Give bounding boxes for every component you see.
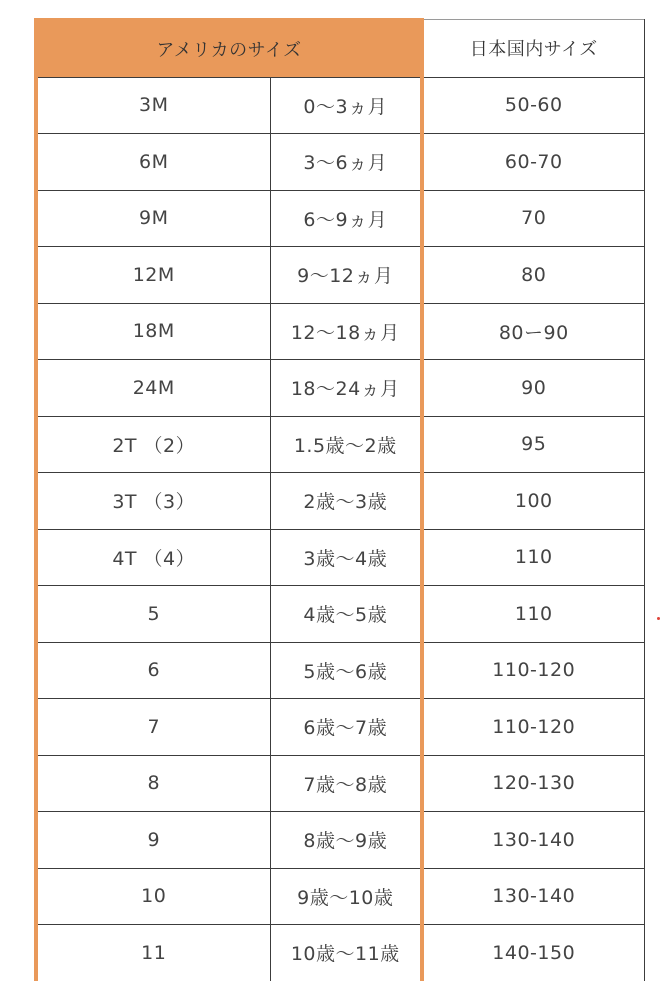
age-range-cell: 3歳〜4歳 (270, 529, 422, 586)
us-size-cell: 3M (36, 77, 270, 134)
us-size-cell: 24M (36, 360, 270, 417)
table-row (36, 586, 644, 643)
table-row (36, 134, 644, 191)
jp-size-cell: 50-60 (422, 77, 644, 134)
size-conversion-table (34, 18, 645, 981)
us-size-cell: 12M (36, 247, 270, 304)
jp-size-cell: 110 (422, 529, 644, 586)
age-range-cell: 5歳〜6歳 (270, 642, 422, 699)
age-range-cell: 8歳〜9歳 (270, 812, 422, 869)
jp-size-cell: 140-150 (422, 925, 644, 981)
us-size-cell: 9M (36, 190, 270, 247)
jp-size-cell: 110 (422, 586, 644, 643)
us-size-cell: 10 (36, 868, 270, 925)
age-range-cell: 3〜6ヵ月 (270, 134, 422, 191)
age-range-cell: 10歳〜11歳 (270, 925, 422, 981)
jp-size-cell: 95 (422, 416, 644, 473)
us-size-cell: 4T （4） (36, 529, 270, 586)
table-row (36, 360, 644, 417)
jp-size-header: 日本国内サイズ (422, 20, 644, 78)
age-range-cell: 12〜18ヵ月 (270, 303, 422, 360)
table-row (36, 812, 644, 869)
age-range-cell: 2歳〜3歳 (270, 473, 422, 530)
stray-dot-mark (657, 617, 660, 620)
header-row (36, 20, 644, 78)
age-range-cell: 9〜12ヵ月 (270, 247, 422, 304)
us-size-cell: 11 (36, 925, 270, 981)
jp-size-cell: 90 (422, 360, 644, 417)
table-row (36, 868, 644, 925)
table-row (36, 699, 644, 756)
table-row (36, 416, 644, 473)
age-range-cell: 6〜9ヵ月 (270, 190, 422, 247)
table-row (36, 190, 644, 247)
jp-size-cell: 130-140 (422, 868, 644, 925)
table-row (36, 642, 644, 699)
us-size-cell: 6M (36, 134, 270, 191)
table-row (36, 247, 644, 304)
age-range-cell: 18〜24ヵ月 (270, 360, 422, 417)
us-size-cell: 3T （3） (36, 473, 270, 530)
us-size-cell: 8 (36, 755, 270, 812)
us-size-cell: 9 (36, 812, 270, 869)
table-row (36, 303, 644, 360)
us-size-cell: 18M (36, 303, 270, 360)
age-range-cell: 4歳〜5歳 (270, 586, 422, 643)
table-row (36, 755, 644, 812)
us-size-cell: 5 (36, 586, 270, 643)
jp-size-cell: 130-140 (422, 812, 644, 869)
jp-size-cell: 70 (422, 190, 644, 247)
jp-size-cell: 110-120 (422, 699, 644, 756)
us-size-cell: 2T （2） (36, 416, 270, 473)
table-header (36, 20, 644, 78)
table-row (36, 925, 644, 981)
age-range-cell: 0〜3ヵ月 (270, 77, 422, 134)
table-body (36, 77, 644, 981)
table-row (36, 77, 644, 134)
us-size-cell: 7 (36, 699, 270, 756)
jp-size-cell: 100 (422, 473, 644, 530)
jp-size-cell: 110-120 (422, 642, 644, 699)
us-size-header: アメリカのサイズ (36, 20, 422, 78)
jp-size-cell: 80ー90 (422, 303, 644, 360)
age-range-cell: 1.5歳〜2歳 (270, 416, 422, 473)
jp-size-cell: 80 (422, 247, 644, 304)
table-row (36, 529, 644, 586)
jp-size-cell: 60-70 (422, 134, 644, 191)
jp-size-cell: 120-130 (422, 755, 644, 812)
us-size-cell: 6 (36, 642, 270, 699)
age-range-cell: 9歳〜10歳 (270, 868, 422, 925)
table-row (36, 473, 644, 530)
age-range-cell: 6歳〜7歳 (270, 699, 422, 756)
age-range-cell: 7歳〜8歳 (270, 755, 422, 812)
